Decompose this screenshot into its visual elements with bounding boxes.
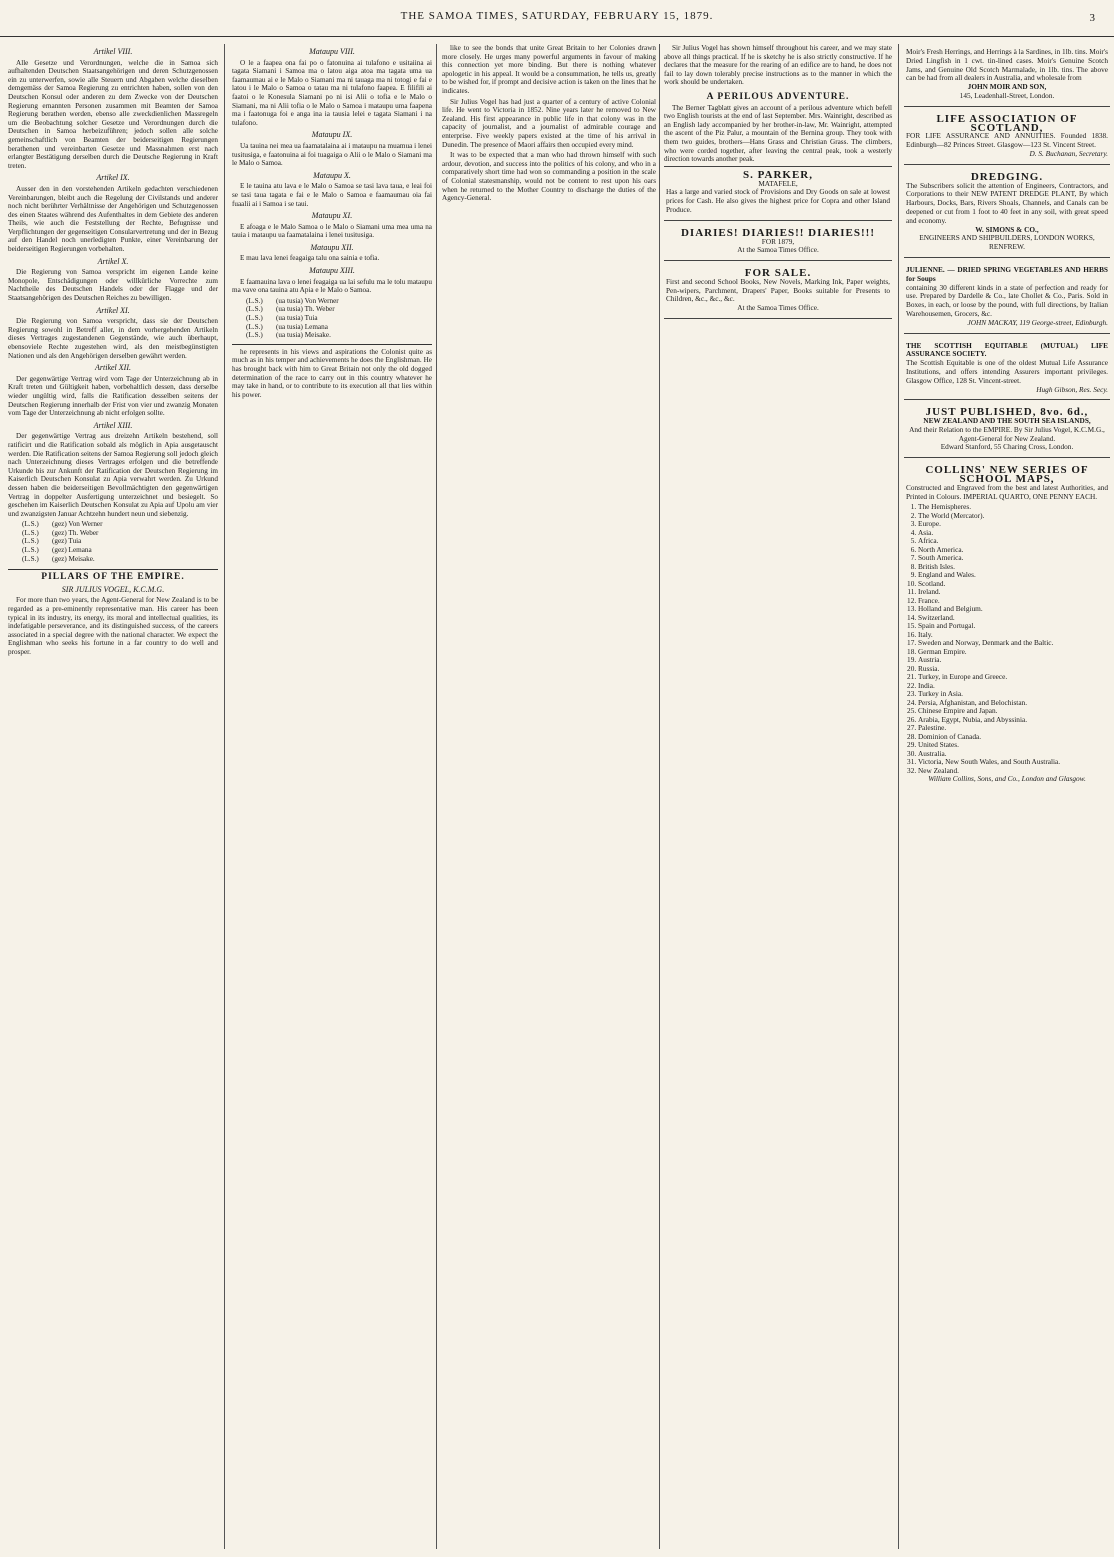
article-heading: Mataupu XI. xyxy=(311,211,353,221)
map-list-item: 9. England and Wales. xyxy=(918,571,1108,580)
map-list-item: 25. Chinese Empire and Japan. xyxy=(918,707,1108,716)
map-list-item: 30. Australia. xyxy=(918,750,1108,759)
map-list-item: 4. Asia. xyxy=(918,529,1108,538)
article-text: Sir Julius Vogel has shown himself throughout his career, and we may state above all things practical. If he is sketchy he is also strictly constructive. If he declares that the measure for the rearing of an edifice are to hand, he does not fail to lay down tolerably precise instructions as to the manner in which the work should be undertaken. xyxy=(664,44,892,87)
column-advertisements xyxy=(904,44,1110,1549)
ad-julienne: JULIENNE. — DRIED SPRING VEGETABLES AND HERBS for Soups containing 30 different kinds in a state of perfection and ready for use. Prepared by Dardelle & Co., late Chollet & Co., Paris. Sold in Boxes, in each, or loose by the pound, with full directions, by Italian Warehousemen, Grocers, &c. JOHN MACKAY, 119 George-street, Edinburgh. xyxy=(904,262,1110,334)
page-number: 3 xyxy=(1089,12,1096,24)
ad-parker: S. PARKER, MATAFELE, Has a large and varied stock of Provisions and Dry Goods on sale at lowest prices for Cash. He also gives the highest price for Copra and other Island Produce. xyxy=(664,166,892,221)
map-list-item: 13. Holland and Belgium. xyxy=(918,605,1108,614)
article-heading: Mataupu XIII. xyxy=(309,266,355,276)
column-news-ads xyxy=(664,44,892,1549)
article-text: E mau lava lenei feagaiga talu ona sainia e tofia. xyxy=(240,254,380,263)
column-rule xyxy=(898,44,899,1549)
map-list-item: 27. Palestine. xyxy=(918,724,1108,733)
map-list-item: 14. Switzerland. xyxy=(918,614,1108,623)
map-list-item: 8. British Isles. xyxy=(918,563,1108,572)
article-text: E le tauina atu lava e le Malo o Samoa se tasi lava taua, e leai foi se tasi taua tagata e fai e le Malo o Samoa e faamaumau oia fai fuaalii ai i Samoa i se taui. xyxy=(232,182,432,208)
map-list-item: 29. United States. xyxy=(918,741,1108,750)
signature-block: (L.S.) (gez) Von Werner (L.S.) (gez) Th. Weber (L.S.) (gez) Tuia (L.S.) (gez) Lemana (L.S.) (gez) Meisake. xyxy=(22,520,103,563)
map-list-item: 17. Sweden and Norway, Denmark and the Baltic. xyxy=(918,639,1108,648)
ad-dredging: DREDGING. The Subscribers solicit the attention of Engineers, Contractors, and Corporations to their NEW PATENT DREDGE PLANT, By which Harbours, Docks, Bars, Rivers Shoals, Channels, and Canals can be deepened or cut from 1 foot to 40 feet in any soil, with great speed and economy. W. SIMONS & CO., ENGINEERS AND SHIPBUILDERS, LONDON WORKS, RENFREW. xyxy=(904,169,1110,258)
article-text: Die Regierung von Samoa verspricht, dass sie der Deutschen Regierung sowohl in Betreff aller, in dem vorhergehenden Artikeln dieses Vertrages zugestandenen Gegenstände, wie auch überhaupt, ebensoviele Rechte zugestehen wird, als den meistbegünstigten Nationen und als den Angehörigen derselben gewährt werden. xyxy=(8,317,218,360)
map-list-item: 5. Africa. xyxy=(918,537,1108,546)
map-list-item: 22. India. xyxy=(918,682,1108,691)
section-heading: A PERILOUS ADVENTURE. xyxy=(706,91,850,102)
article-text: Sir Julius Vogel has had just a quarter of a century of active Colonial life. He went to Victoria in 1852. Nine years later he removed to New Zealand. His first appearance in public life in that colony was in the capacity of journalist, and a journalist of admirable courage and enterprise. Five weekly papers existed at the time of his arrival in Dunedin. The presence of Maori affairs then occupied every mind. xyxy=(442,97,656,149)
map-list-item: 31. Victoria, New South Wales, and South Australia. xyxy=(918,758,1108,767)
column-samoan-treaty xyxy=(232,44,432,1549)
article-heading: Artikel XII. xyxy=(95,363,131,373)
article-text: O le a faapea ona fai po o fatonuina ai tulafono e usitaiina ai tagata Siamani i Samoa ma o latou aiga atoa ma tagata uma ua faamaumau ai e le Malo o Siamani ma ni tauaga ma ni totogi e fai e latou i le Malo o Samoa o tatau ma ni tulafono faapea. E filifili ai faatoi o le Konesula Siamani po ni isi Alii o tofia e le Malo o Siamani, ma ni Alii tofia o le Malo o Samoa i mataupu uma faapena ma i faatonuga foi e anga ina ia tausia lelei e tagata Siamani i na tulafono. xyxy=(232,58,432,127)
ad-for-sale: FOR SALE. First and second School Books, New Novels, Marking Ink, Paper weights, Pen-wipers, Parchment, Drapers' Paper, Books suitable for Presents to Children, &c., &c., &c. At the Samoa Times Office. xyxy=(664,265,892,319)
article-heading: Artikel X. xyxy=(97,256,129,266)
article-heading: Mataupu VIII. xyxy=(309,47,355,56)
map-list-item: 1. The Hemispheres. xyxy=(918,503,1108,512)
ad-just-published: JUST PUBLISHED, 8vo. 6d., NEW ZEALAND AND THE SOUTH SEA ISLANDS, And their Relation to the EMPIRE. By Sir Julius Vogel, K.C.M.G., Agent-General for New Zealand. Edward Stanford, 55 Charing Cross, London. xyxy=(904,404,1110,458)
map-list-item: 32. New Zealand. xyxy=(918,767,1108,776)
map-list-item: 3. Europe. xyxy=(918,520,1108,529)
article-heading: Artikel IX. xyxy=(96,173,130,183)
article-text: Der gegenwärtige Vertrag wird vom Tage der Unterzeichnung ab in Kraft treten und Gültigkeit haben, vorbehaltlich dessen, dass derselbe wieder ungültig wird, falls die Ratification desselben seitens der Deutschen Regierung innerhalb der Frist von vier und zwanzig Monaten vom Tage der Unterzeichnung ab nicht erfolgen sollte. xyxy=(8,374,218,418)
map-list-item: 23. Turkey in Asia. xyxy=(918,690,1108,699)
ad-life-association: LIFE ASSOCIATION OF SCOTLAND, FOR LIFE ASSURANCE AND ANNUITIES. Founded 1838. Edinburgh—82 Princes Street. Glasgow—123 St. Vincent Street. D. S. Buchanan, Secretary. xyxy=(904,111,1110,165)
article-text: Ua tauina nei mea ua faamatalaina ai i mataupu na muamua i lenei tusitusiga, e faatonuina ai foi tuagaiga o Alii o le Malo o Siamani ma le Malo o Samoa. xyxy=(232,141,432,168)
map-list-item: 10. Scotland. xyxy=(918,580,1108,589)
article-heading: Mataupu XII. xyxy=(310,242,354,252)
article-text: like to see the bonds that unite Great Britain to her Colonies drawn more closely. He urges many powerful arguments in favour of making this connection yet more binding. But there is nothing whatever apologetic in his appeal. It would be a consummation, he tells us, greatly to be wished for, if prompt and decisive action is taken on the lines that he indicates. xyxy=(442,44,656,95)
ad-collins-maps: COLLINS' NEW SERIES OF SCHOOL MAPS, Constructed and Engraved from the best and latest Authorities, and Printed in Colours. IMPERIAL QUARTO, ONE PENNY EACH. 1. The Hemispheres. 2. The World (Mercator). 3. Europe. 4. Asia. 5. Africa. 6. North America. 7. South America. 8. British Isles. 9. England and Wales. 10. Scotland. 11. Ireland. 12. France. 13. Holland and Belgium. 14. Switzerland. 15. Spain and Portugal. 16. Italy. 17. Sweden and Norway, Denmark and the Baltic. 18. German Empire. 19. Austria. 20. Russia. 21. Turkey, in Europe and Greece. 22. India. 23. Turkey in Asia. 24. Persia, Afghanistan, and Belochistan. 25. Chinese Empire and Japan. 26. Arabia, Egypt, Nubia, and Abyssinia. 27. Palestine. 28. Dominion of Canada. 29. United States. 30. Australia. 31. Victoria, New South Wales, and South Australia. 32. New Zealand. William Collins, Sons, and Co., London and Glasgow. xyxy=(904,462,1110,789)
article-text: The Berner Tagblatt gives an account of a perilous adventure which befell two English tourists at the end of last September. Mrs. Wainright, described as an English lady accompanied by her brother-in-law, Mr. Wainright, attempted the ascent of the Piz Palur, a mountain of the Bernina group. They took with them two guides, brothers—Hans Grass and Christian Grass. The climbers, who were corded together, after leaving the central peak, took a westerly direction towards another peak. xyxy=(664,103,892,164)
ad-moir: Moir's Fresh Herrings, and Herrings à la Sardines, in 1lb. tins. Moir's Dried Lingfish in 1 cwt. tin-lined cases. Moir's Genuine Scotch Jams, and Genuine Old Scotch Marmalade, in 1lb. tins. The above can be had from all dealers in Australia, and wholesale from JOHN MOIR AND SON, 145, Leadenhall-Street, London. xyxy=(904,44,1110,107)
column-rule xyxy=(436,44,437,1549)
map-list-item: 15. Spain and Portugal. xyxy=(918,622,1108,631)
article-heading: Artikel XIII. xyxy=(93,420,133,430)
ad-scottish-equitable: THE SCOTTISH EQUITABLE (MUTUAL) LIFE ASSURANCE SOCIETY. The Scottish Equitable is one of the oldest Mutual Life Assurance Institutions, and offers intending Assurers important privileges. Glasgow Office, 128 St. Vincent-street. Hugh Gibson, Res. Secy. xyxy=(904,338,1110,401)
map-list-item: 11. Ireland. xyxy=(918,588,1108,597)
map-list-item: 20. Russia. xyxy=(918,665,1108,674)
section-heading: PILLARS OF THE EMPIRE. xyxy=(8,569,218,582)
map-list-item: 2. The World (Mercator). xyxy=(918,512,1108,521)
article-text: Alle Gesetze und Verordnungen, welche die in Samoa sich aufhaltenden Deutschen Staatsangehörigen und deren Schutzgenossen ein zu unterwerfen, sowie alle Steuern und Abgaben welche dieselben demgemäss der Samoa Regierung zu entrichten haben, sollen von den Deutschen Konsul oder anderen zu dem Zwecke von der Deutschen Regierung ernannten Personen zusammen mit Beamten der Samoa Regierung berathen werden, ebenso alle zweckdienlichen Massregeln um die Beobachtung solcher Gesetze und Verordnungen durch die Deutschen in Samoa herbeizuführen; jedoch sollen alle solche gemeinschaftlich von Beamten der beiderseitigen Regierungen berathenen und vereinbarten Gesetze und Massnahmen erst nach erlangter Bestätigung derselben durch die Deutsche Regierung in Kraft treten. xyxy=(8,58,218,170)
masthead-title: THE SAMOA TIMES, SATURDAY, FEBRUARY 15, 1879. xyxy=(400,10,714,22)
map-list-item: 16. Italy. xyxy=(918,631,1108,640)
map-list-item: 12. France. xyxy=(918,597,1108,606)
article-text: For more than two years, the Agent-General for New Zealand is to be regarded as a pre-eminently representative man. His career has been typical in its industry, its energy, its moral and intellectual qualities, its indefatigable perseverance, and its distinguished success, of the careers associated in a special degree with the national character. We expect the Englishman who seeks his fortune in a far country to do well and prosper. xyxy=(8,596,218,656)
article-text: Ausser den in den vorstehenden Artikeln gedachten verschiedenen Vereinbarungen, bleibt auch die Regelung der Civilstands und anderer noch nicht berührter Verhältnisse der Angehörigen und Schutzgenossen des einen Staates während des Aufenthaltes in dem Gebiete des anderen Theils, wie auch die Feststellung der Rechte, Befugnisse und Verpflichtungen der gegenseitigen Consularvertretung und der in Bezug auf den Handel noch unerledigten Punkte, einer Vereinbarung der beiderseitigen Regierungen vorbehalten. xyxy=(8,184,218,254)
ad-diaries: DIARIES! DIARIES!! DIARIES!!! FOR 1879, At the Samoa Times Office. xyxy=(664,225,892,261)
map-list-item: 18. German Empire. xyxy=(918,648,1108,657)
map-list-item: 6. North America. xyxy=(918,546,1108,555)
column-german-treaty xyxy=(8,44,218,1549)
article-heading: Artikel VIII. xyxy=(93,47,133,56)
map-list-item: 7. South America. xyxy=(918,554,1108,563)
map-list-item: 19. Austria. xyxy=(918,656,1108,665)
masthead xyxy=(0,10,1114,37)
map-list-item: 24. Persia, Afghanistan, and Belochistan. xyxy=(918,699,1108,708)
map-list xyxy=(918,503,1108,775)
article-heading: Mataupu IX. xyxy=(311,130,353,140)
column-rule xyxy=(659,44,660,1549)
article-heading: Artikel XI. xyxy=(96,305,130,315)
map-list-item: 21. Turkey, in Europe and Greece. xyxy=(918,673,1108,682)
article-text: Der gegenwärtige Vertrag aus dreizehn Artikeln bestehend, soll ratificirt und die Ratification sobald als möglich in Apia ausgetauscht werden. Die Ratification seitens der Samoa Regierung soll jedoch gleich nach Unterzeichnung dieses Vertrages erfolgen und die betreffende Urkunde bis zur Ankunft der Ratification der Deutschen Regierung im Kaiserlich Deutschen Konsulat zu Apia verwahrt werden. Zu Urkund dessen haben die beiderseitigen Bevollmächtigten den gegenwärtigen Vertrag in doppelter Ausfertigung unterzeichnet und besiegelt. So geschehen im Kaiserlich Deutschen Konsulat zu Apia auf Upolu am vier und zwanzigsten Januar Achtzehn hundert neun und siebenzig. xyxy=(8,432,218,518)
column-rule xyxy=(224,44,225,1549)
map-list-item: 26. Arabia, Egypt, Nubia, and Abyssinia. xyxy=(918,716,1108,725)
article-text: E afoaga e le Malo Samoa o le Malo o Siamani uma mea uma na tauia i mataupu ua faamatalaina i lenei tusitusiga. xyxy=(232,222,432,240)
article-text: It was to be expected that a man who had thrown himself with such ardour, devotion, and success into the politics of his colony, and who in a comparatively short time had won so commanding a position in the scale of Colonial statesmanship, would not be content to rest upon his oars when he returned to the Mother Country to discharge the duties of the Agency-General. xyxy=(442,151,656,203)
article-text: Die Regierung von Samoa verspricht im eigenen Lande keine Monopole, Entschädigungen oder willkürliche Vorrechte zum Nachtheile des Deutschen Handels oder der Flagge und der Staatsangehörigen des Deutschen Reiches zu bewilligen. xyxy=(8,268,218,303)
article-text: he represents in his views and aspirations the Colonist quite as much as in his temper and achievements he does the Englishman. He has brought back with him to Great Britain not only the old dogged determination of the race to carry out in this country whatever he may take in hand, or to contribute to its execution all that lies within his power. xyxy=(232,344,432,400)
article-heading: Mataupu X. xyxy=(313,170,351,180)
section-subheading: SIR JULIUS VOGEL, K.C.M.G. xyxy=(61,584,165,594)
article-text: E faamauina lava o lenei feagaiga ua lai sefulu ma le tolu mataupu ma vave ona tauina atu Apia e le Malo o Samoa. xyxy=(232,277,432,295)
map-list-item: 28. Dominion of Canada. xyxy=(918,733,1108,742)
signature-block: (L.S.) (ua tusia) Von Werner (L.S.) (ua tusia) Th. Weber (L.S.) (ua tusia) Tuia (L.S.) (ua tusia) Lemana (L.S.) (ua tusia) Meisake. xyxy=(246,296,339,340)
column-vogel-article xyxy=(442,44,656,1549)
